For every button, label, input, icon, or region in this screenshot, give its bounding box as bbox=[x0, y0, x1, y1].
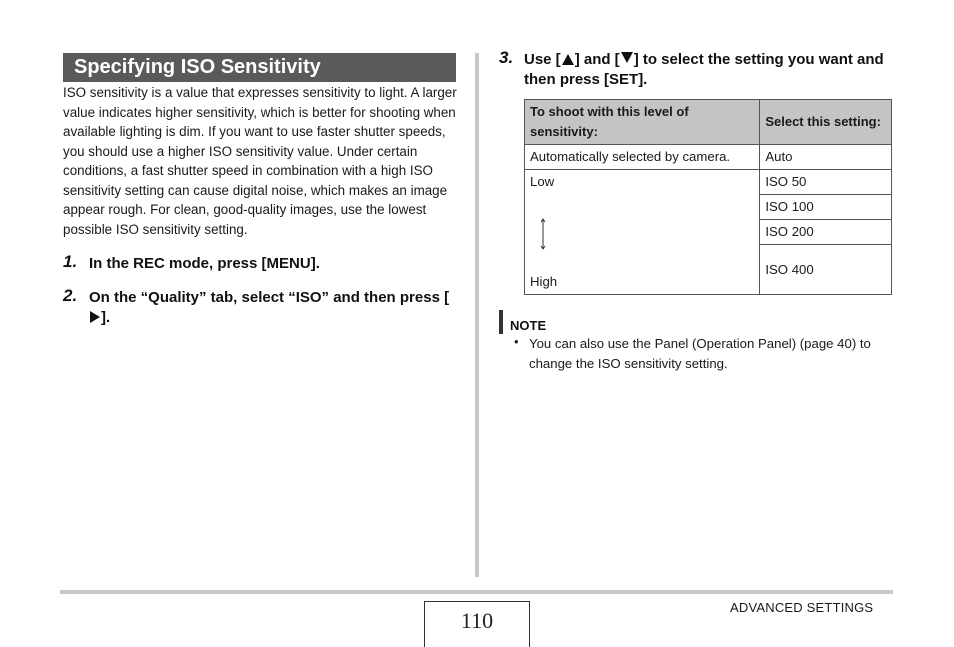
step-2 bbox=[63, 286, 77, 306]
step-3-text-c: ] to select the setting you want and then press [SET]. bbox=[524, 51, 884, 88]
right-arrow-icon bbox=[90, 311, 100, 323]
note-bullet: • bbox=[514, 334, 519, 349]
auto-setting: Auto bbox=[760, 145, 892, 170]
step-2-number: 2. bbox=[63, 286, 78, 305]
step-3-text bbox=[524, 50, 894, 90]
down-arrow-icon bbox=[621, 52, 633, 63]
iso-400-setting: ISO 400 bbox=[760, 245, 892, 295]
step-1-number: 1. bbox=[63, 252, 78, 271]
table-header-level: To shoot with this level of sensitivity: bbox=[525, 100, 760, 145]
auto-description: Automatically selected by camera. bbox=[525, 145, 760, 170]
note-title: NOTE bbox=[510, 318, 547, 333]
iso-100-setting: ISO 100 bbox=[760, 195, 892, 220]
table-header-setting: Select this setting: bbox=[760, 100, 892, 145]
note-text: You can also use the Panel (Operation Panel) (page 40) to change the ISO sensitivity setting. bbox=[529, 336, 871, 371]
section-title: Specifying ISO Sensitivity bbox=[63, 53, 456, 82]
footer-divider bbox=[60, 590, 893, 594]
step-3-text-a: Use [ bbox=[524, 51, 561, 68]
step-3 bbox=[499, 48, 513, 68]
step-2-text-before: On the “Quality” tab, select “ISO” and then press [ bbox=[89, 289, 450, 306]
sensitivity-range-cell bbox=[525, 170, 760, 295]
page-number: 110 bbox=[424, 601, 530, 647]
table-header-row bbox=[525, 100, 892, 145]
range-low-label: Low bbox=[530, 174, 555, 189]
note-marker bbox=[499, 310, 503, 334]
step-1-text: In the REC mode, press [MENU]. bbox=[89, 255, 320, 272]
double-arrow-icon bbox=[540, 218, 546, 250]
step-3-text-b: ] and [ bbox=[574, 51, 620, 68]
step-1 bbox=[63, 252, 77, 272]
iso-50-setting: ISO 50 bbox=[760, 170, 892, 195]
table-row bbox=[525, 170, 892, 195]
step-3-number: 3. bbox=[499, 48, 514, 67]
intro-paragraph: ISO sensitivity is a value that expresses sensitivity to light. A larger value indicates higher sensitivity, which is better for shooting when available lighting is dim. If you want to use faster shutter speeds, you should use a higher ISO sensitivity value. Under certain conditions, a fast shutter speed in combination with a high ISO sensitivity setting can cause digital noise, which makes an image appear rough. For clean, good-quality images, use the lowest possible ISO sensitivity setting. bbox=[63, 85, 457, 237]
column-divider bbox=[475, 53, 479, 577]
step-2-text-after: ]. bbox=[101, 309, 111, 326]
iso-settings-table bbox=[524, 99, 892, 295]
footer-section-label: ADVANCED SETTINGS bbox=[730, 600, 874, 615]
iso-200-setting: ISO 200 bbox=[760, 220, 892, 245]
range-high-label: High bbox=[530, 274, 558, 289]
up-arrow-icon bbox=[562, 54, 574, 65]
table-row bbox=[525, 145, 892, 170]
step-2-text bbox=[89, 288, 459, 328]
